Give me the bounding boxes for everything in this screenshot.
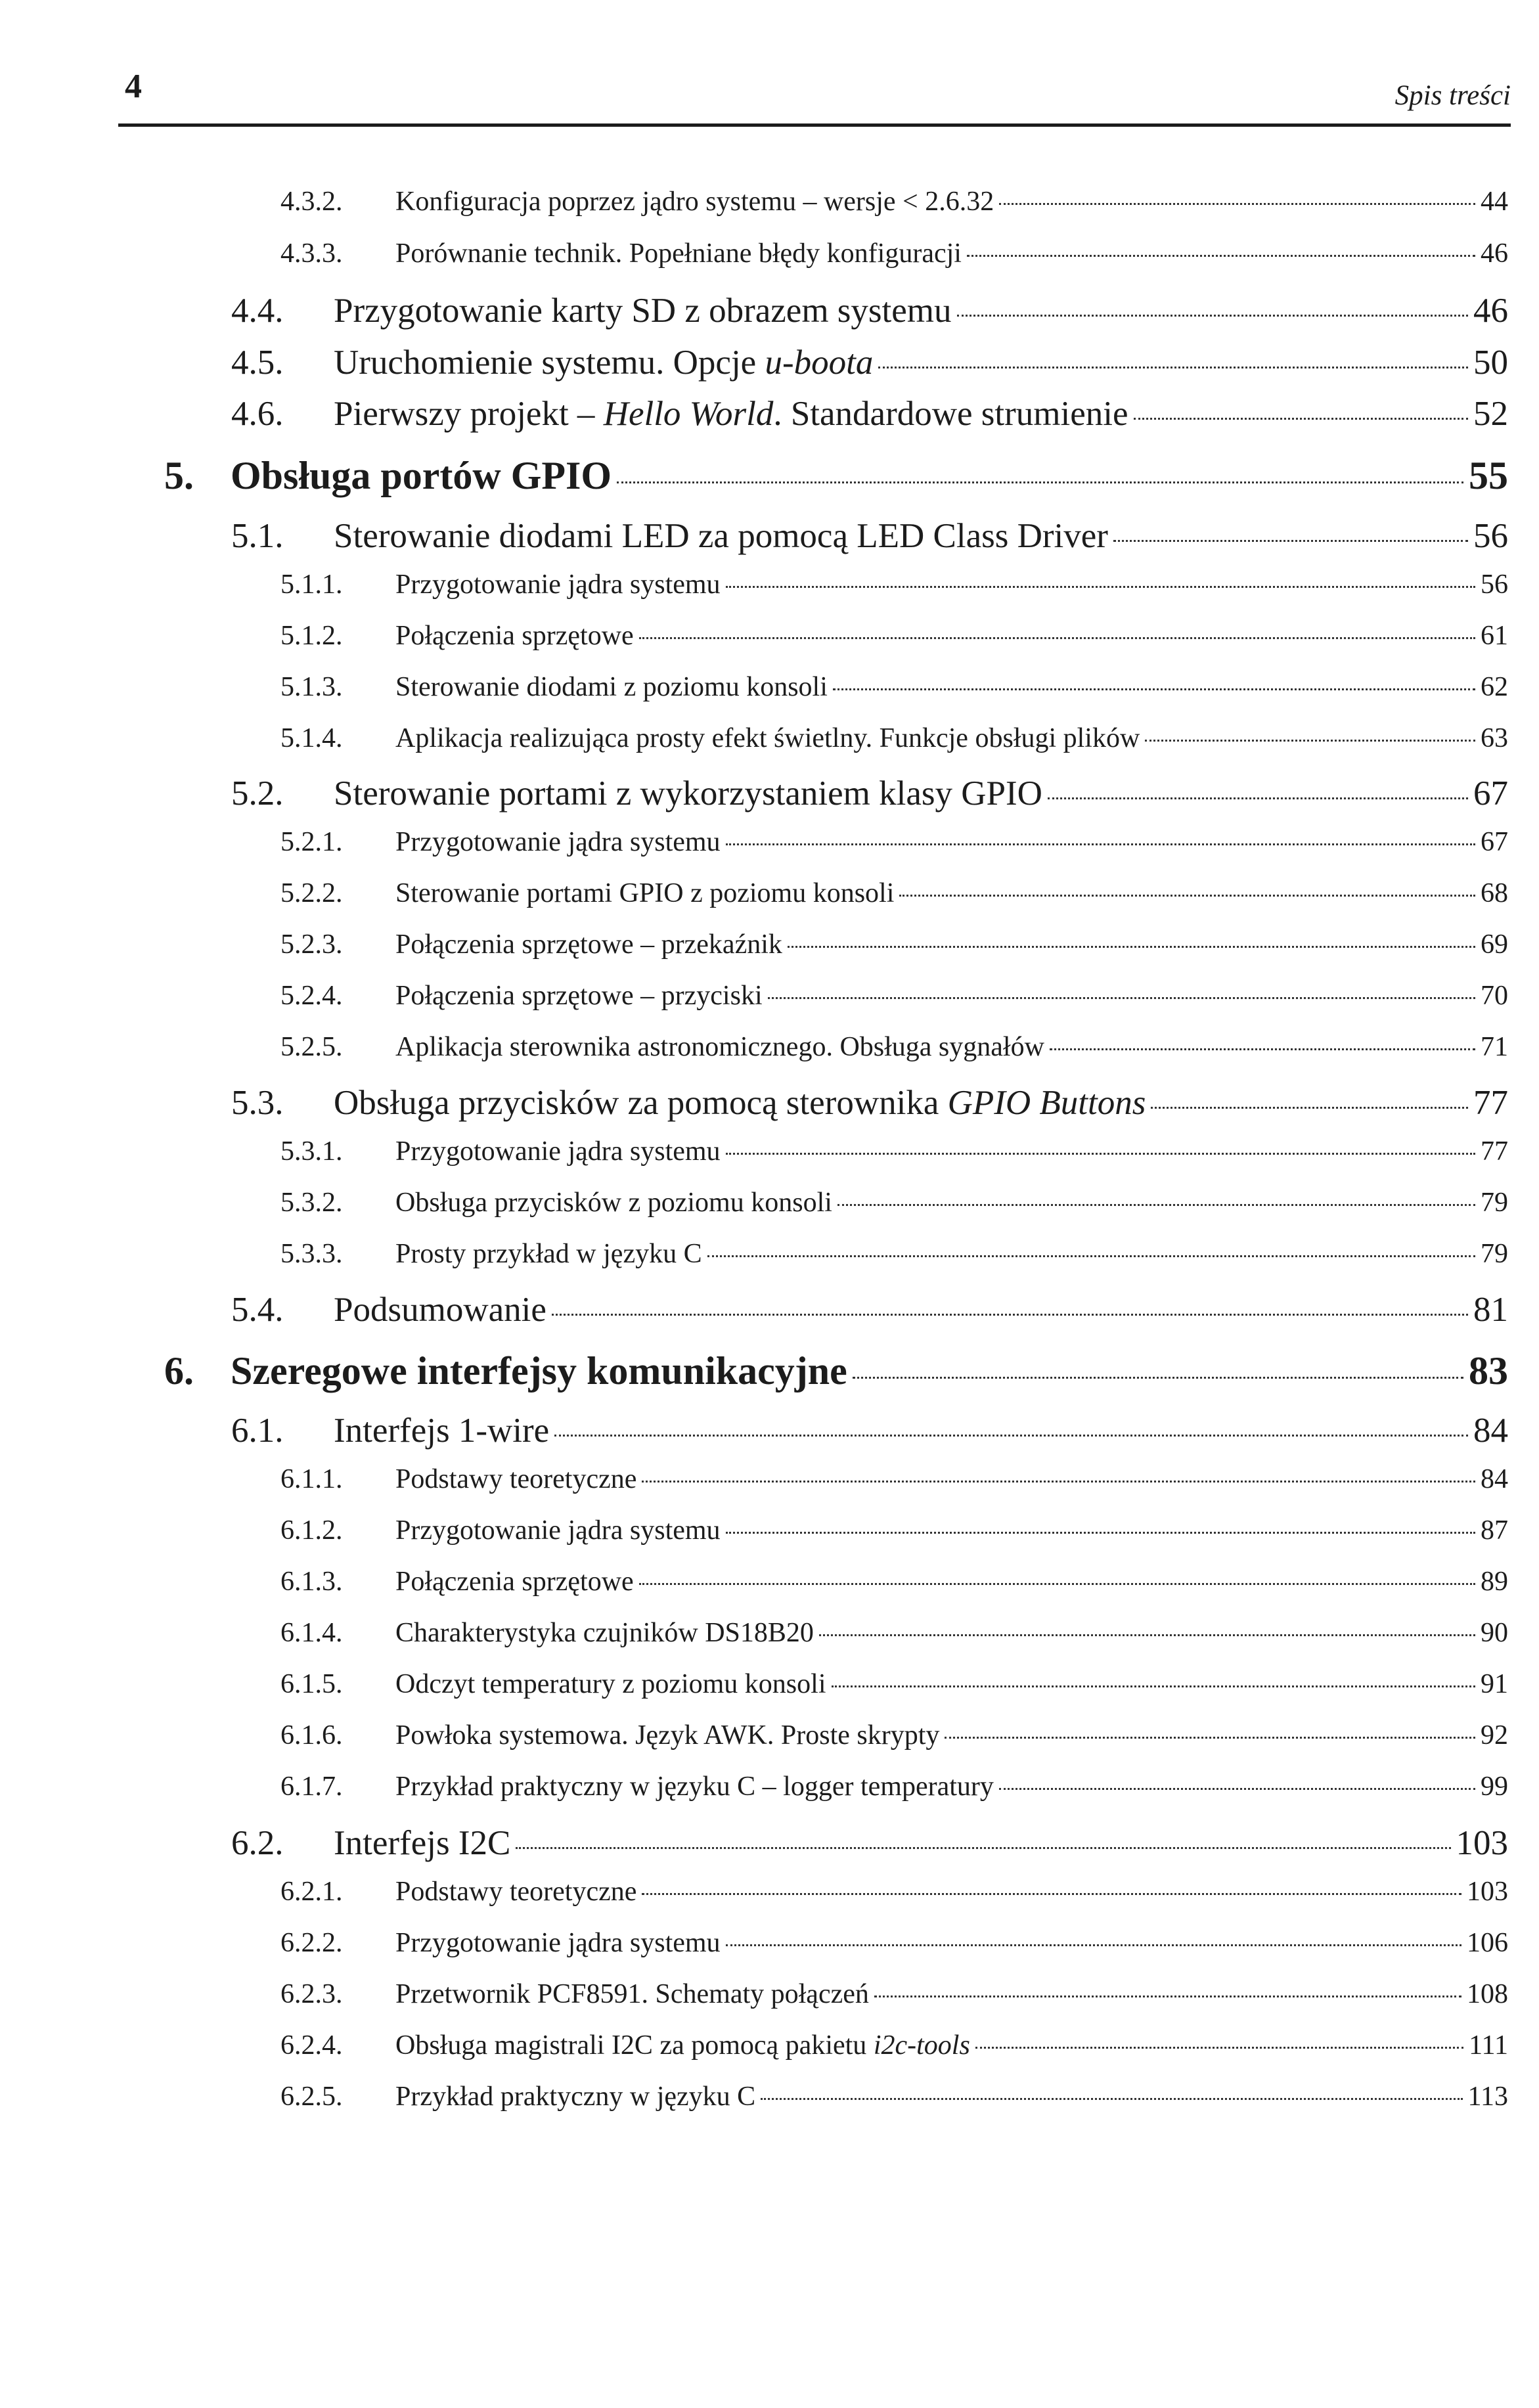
toc-page: 44: [1481, 187, 1508, 217]
toc-entry-5-1-4[interactable]: [280, 723, 1508, 754]
toc-number: 6.2.: [231, 1824, 284, 1862]
toc-entry-6-1-7[interactable]: [280, 1771, 1508, 1802]
toc-page: 63: [1481, 723, 1508, 753]
toc-title: Przygotowanie jądra systemu: [395, 1928, 721, 1958]
dot-leader: [837, 1204, 1475, 1206]
toc-entry-5-2-4[interactable]: [280, 980, 1508, 1012]
toc-entry-5-1[interactable]: [231, 516, 1508, 556]
toc-number: 5.: [164, 454, 194, 497]
dot-leader: [975, 2047, 1463, 2049]
dot-leader: [642, 1893, 1461, 1895]
toc-page: 99: [1481, 1772, 1508, 1802]
dot-leader: [832, 1685, 1476, 1687]
toc-title: Porównanie technik. Popełniane błędy konfiguracji: [395, 238, 962, 269]
toc-number: 6.2.3.: [280, 1979, 343, 2009]
toc-title: [334, 394, 1128, 434]
toc-page: 103: [1456, 1824, 1508, 1862]
toc-number: 6.1.4.: [280, 1618, 343, 1648]
dot-leader: [1145, 740, 1475, 742]
toc-entry-5-3-2[interactable]: [280, 1187, 1508, 1218]
toc-title-tail: . Standardowe strumienie: [773, 395, 1128, 433]
dot-leader: [639, 637, 1475, 639]
toc-page: 55: [1469, 454, 1508, 497]
toc-number: 4.3.3.: [280, 238, 343, 269]
toc-number: 6.1.6.: [280, 1720, 343, 1750]
dot-leader: [874, 1996, 1461, 1997]
toc-number: 5.1.4.: [280, 723, 343, 753]
toc-entry-6-2-2[interactable]: [280, 1927, 1508, 1959]
toc-title: Charakterystyka czujników DS18B20: [395, 1618, 814, 1648]
dot-leader: [768, 997, 1475, 999]
toc-number: 5.1.2.: [280, 621, 343, 651]
toc-title-text: Obsługa magistrali I2C za pomocą pakietu: [395, 2030, 874, 2061]
toc-entry-6-2[interactable]: [231, 1823, 1508, 1863]
toc-title-emphasis: GPIO Buttons: [947, 1084, 1146, 1122]
toc-page: 56: [1481, 569, 1508, 600]
toc-number: 6.: [164, 1349, 194, 1393]
toc-title: Obsługa przycisków z poziomu konsoli: [395, 1188, 832, 1218]
toc-number: 6.2.4.: [280, 2030, 343, 2061]
dot-leader: [1151, 1107, 1468, 1109]
dot-leader: [642, 1481, 1475, 1483]
toc-number: 4.6.: [231, 395, 284, 433]
toc-number: 5.2.1.: [280, 827, 343, 857]
toc-page: 90: [1481, 1618, 1508, 1648]
toc-title-text: Obsługa przycisków za pomocą sterownika: [334, 1084, 948, 1122]
dot-leader: [1050, 1048, 1475, 1050]
toc-number: 6.1.2.: [280, 1515, 343, 1546]
toc-number: 6.1.: [231, 1412, 284, 1450]
toc-title: [334, 1083, 1146, 1123]
dot-leader: [819, 1634, 1475, 1636]
toc-title: Podstawy teoretyczne: [395, 1877, 637, 1907]
toc-page: 113: [1467, 2082, 1508, 2112]
toc-entry-5-2[interactable]: [231, 774, 1508, 813]
toc-page: 52: [1473, 395, 1508, 433]
toc-title: Przykład praktyczny w języku C – logger temperatury: [395, 1772, 994, 1802]
toc-page: 111: [1469, 2030, 1508, 2061]
toc-entry-5-1-3[interactable]: [280, 671, 1508, 703]
toc-entry-5-2-5[interactable]: [280, 1031, 1508, 1063]
toc-title: Odczyt temperatury z poziomu konsoli: [395, 1669, 826, 1699]
toc-title: Połączenia sprzętowe: [395, 621, 634, 651]
toc-number: 4.3.2.: [280, 187, 343, 217]
toc-title: Przykład praktyczny w języku C: [395, 2082, 756, 2112]
toc-title: Przygotowanie jądra systemu: [395, 1515, 721, 1546]
toc-title: Sterowanie portami GPIO z poziomu konsoli: [395, 878, 895, 908]
toc-title: Podsumowanie: [334, 1291, 546, 1329]
toc-entry-6-1-5[interactable]: [280, 1668, 1508, 1700]
toc-number: 5.1.: [231, 517, 284, 555]
toc-number: 4.5.: [231, 344, 284, 382]
toc-entry-6-2-1[interactable]: [280, 1876, 1508, 1907]
toc-number: 6.1.5.: [280, 1669, 343, 1699]
toc-title: Aplikacja sterownika astronomicznego. Obsługa sygnałów: [395, 1032, 1044, 1062]
toc-page: 71: [1481, 1032, 1508, 1062]
toc-entry-6-1-1[interactable]: [280, 1463, 1508, 1495]
toc-title: Przygotowanie karty SD z obrazem systemu: [334, 292, 952, 330]
toc-title: Konfiguracja poprzez jądro systemu – wersje < 2.6.32: [395, 187, 994, 217]
toc-page: 106: [1467, 1928, 1508, 1958]
toc-title-text: Uruchomienie systemu. Opcje: [334, 344, 765, 382]
toc-number: 4.4.: [231, 292, 284, 330]
toc-page: 56: [1473, 517, 1508, 555]
toc-page: 69: [1481, 929, 1508, 960]
toc-page: 103: [1467, 1877, 1508, 1907]
toc-page: 67: [1481, 827, 1508, 857]
toc-title-emphasis: Hello World: [603, 395, 774, 433]
toc-page: 81: [1473, 1291, 1508, 1329]
toc-page: 92: [1481, 1720, 1508, 1750]
dot-leader: [853, 1377, 1463, 1379]
dot-leader: [554, 1435, 1468, 1437]
toc-number: 5.3.1.: [280, 1136, 343, 1167]
toc-number: 5.2.5.: [280, 1032, 343, 1062]
toc-title: Połączenia sprzętowe – przekaźnik: [395, 929, 782, 960]
toc-entry-5-2-1[interactable]: [280, 826, 1508, 858]
toc-entry-5-3-1[interactable]: [280, 1136, 1508, 1167]
toc-title: Obsługa portów GPIO: [231, 454, 612, 497]
running-title: Spis treści: [1394, 80, 1511, 111]
toc-page: 87: [1481, 1515, 1508, 1546]
toc-number: 5.1.3.: [280, 672, 343, 702]
toc-chapter-5[interactable]: [164, 453, 1508, 499]
toc-title-emphasis: i2c-tools: [873, 2030, 970, 2061]
toc-title: Przygotowanie jądra systemu: [395, 1136, 721, 1167]
toc-entry-4-5[interactable]: [231, 343, 1508, 382]
toc-entry-5-3[interactable]: [231, 1083, 1508, 1123]
toc-entry-6-2-4[interactable]: [280, 2030, 1508, 2061]
dot-leader: [761, 2098, 1462, 2100]
toc-entry-5-4[interactable]: [231, 1290, 1508, 1329]
toc-title: [395, 2030, 970, 2061]
toc-page: 79: [1481, 1239, 1508, 1269]
dot-leader: [957, 315, 1468, 317]
toc-entry-6-1-4[interactable]: [280, 1617, 1508, 1649]
toc-number: 5.3.3.: [280, 1239, 343, 1269]
toc-page: 68: [1481, 878, 1508, 908]
toc-page: 62: [1481, 672, 1508, 702]
toc-number: 5.3.: [231, 1084, 284, 1122]
toc-entry-4-3-2[interactable]: [280, 186, 1508, 217]
toc-entry-4-6[interactable]: [231, 394, 1508, 434]
toc-page: 108: [1467, 1979, 1508, 2009]
dot-leader: [726, 1944, 1461, 1946]
toc-page: 79: [1481, 1188, 1508, 1218]
toc-title: Sterowanie diodami LED za pomocą LED Class Driver: [334, 517, 1108, 555]
toc-number: 5.4.: [231, 1291, 284, 1329]
toc-title: Powłoka systemowa. Język AWK. Proste skrypty: [395, 1720, 940, 1750]
dot-leader: [899, 895, 1475, 897]
toc-page: 89: [1481, 1567, 1508, 1597]
toc-entry-4-4[interactable]: [231, 291, 1508, 330]
toc-number: 5.3.2.: [280, 1188, 343, 1218]
dot-leader: [999, 1788, 1475, 1790]
toc-number: 6.2.5.: [280, 2082, 343, 2112]
toc-page: 70: [1481, 981, 1508, 1011]
toc-number: 5.2.2.: [280, 878, 343, 908]
toc-number: 6.1.7.: [280, 1772, 343, 1802]
dot-leader: [999, 203, 1475, 205]
toc-title: Przygotowanie jądra systemu: [395, 827, 721, 857]
toc-entry-5-2-3[interactable]: [280, 929, 1508, 960]
toc-title: Interfejs 1-wire: [334, 1412, 550, 1450]
toc-entry-6-2-3[interactable]: [280, 1978, 1508, 2010]
toc-page: 84: [1481, 1464, 1508, 1494]
toc-entry-6-1-2[interactable]: [280, 1515, 1508, 1546]
toc-page: 77: [1473, 1084, 1508, 1122]
toc-title: Sterowanie portami z wykorzystaniem klasy GPIO: [334, 774, 1042, 813]
toc-title: Interfejs I2C: [334, 1824, 511, 1862]
toc-entry-5-3-3[interactable]: [280, 1238, 1508, 1270]
toc-chapter-6[interactable]: [164, 1349, 1508, 1394]
dot-leader: [945, 1737, 1475, 1739]
dot-leader: [833, 688, 1475, 690]
toc-page: 46: [1473, 292, 1508, 330]
toc-page: 61: [1481, 621, 1508, 651]
toc-page: 50: [1473, 344, 1508, 382]
dot-leader: [788, 946, 1475, 948]
dot-leader: [552, 1314, 1468, 1316]
dot-leader: [726, 586, 1475, 588]
toc-entry-4-3-3[interactable]: [280, 238, 1508, 269]
toc-page: 83: [1469, 1349, 1508, 1393]
toc-title: Połączenia sprzętowe: [395, 1567, 634, 1597]
dot-leader: [707, 1255, 1475, 1257]
toc-number: 5.2.: [231, 774, 284, 813]
toc-entry-5-1-2[interactable]: [280, 620, 1508, 652]
toc-number: 6.2.2.: [280, 1928, 343, 1958]
toc-entry-6-2-5[interactable]: [280, 2081, 1508, 2112]
toc-title: Szeregowe interfejsy komunikacyjne: [231, 1349, 847, 1393]
toc-title: Przetwornik PCF8591. Schematy połączeń: [395, 1979, 869, 2009]
toc-number: 6.2.1.: [280, 1877, 343, 1907]
toc-entry-6-1-6[interactable]: [280, 1720, 1508, 1751]
toc-title: Sterowanie diodami z poziomu konsoli: [395, 672, 828, 702]
toc-title-text: Pierwszy projekt –: [334, 395, 604, 433]
toc-number: 5.1.1.: [280, 569, 343, 600]
toc-page: 91: [1481, 1669, 1508, 1699]
toc-entry-6-1-3[interactable]: [280, 1566, 1508, 1597]
toc-number: 5.2.4.: [280, 981, 343, 1011]
toc-page: 84: [1473, 1412, 1508, 1450]
dot-leader: [878, 367, 1468, 368]
toc-title-emphasis: u-boota: [765, 344, 874, 382]
dot-leader: [1048, 797, 1468, 799]
toc-number: 6.1.3.: [280, 1567, 343, 1597]
dot-leader: [726, 1153, 1475, 1155]
toc-title: Prosty przykład w języku C: [395, 1239, 702, 1269]
toc-entry-6-1[interactable]: [231, 1411, 1508, 1450]
dot-leader: [1134, 418, 1469, 420]
page-number: 4: [125, 68, 142, 105]
dot-leader: [726, 843, 1475, 845]
toc-number: 6.1.1.: [280, 1464, 343, 1494]
dot-leader: [639, 1583, 1475, 1585]
toc-title: Aplikacja realizująca prosty efekt świetlny. Funkcje obsługi plików: [395, 723, 1140, 753]
dot-leader: [967, 255, 1475, 257]
toc-entry-5-1-1[interactable]: [280, 569, 1508, 600]
toc-title: [334, 343, 873, 382]
toc-number: 5.2.3.: [280, 929, 343, 960]
toc-page: 46: [1481, 238, 1508, 269]
dot-leader: [1113, 540, 1468, 542]
dot-leader: [617, 481, 1463, 483]
toc-page: 67: [1473, 774, 1508, 813]
dot-leader: [726, 1532, 1475, 1534]
toc-title: Przygotowanie jądra systemu: [395, 569, 721, 600]
toc-title: Podstawy teoretyczne: [395, 1464, 637, 1494]
toc-page: 77: [1481, 1136, 1508, 1167]
toc-entry-5-2-2[interactable]: [280, 878, 1508, 909]
toc-title: Połączenia sprzętowe – przyciski: [395, 981, 763, 1011]
dot-leader: [516, 1847, 1450, 1849]
